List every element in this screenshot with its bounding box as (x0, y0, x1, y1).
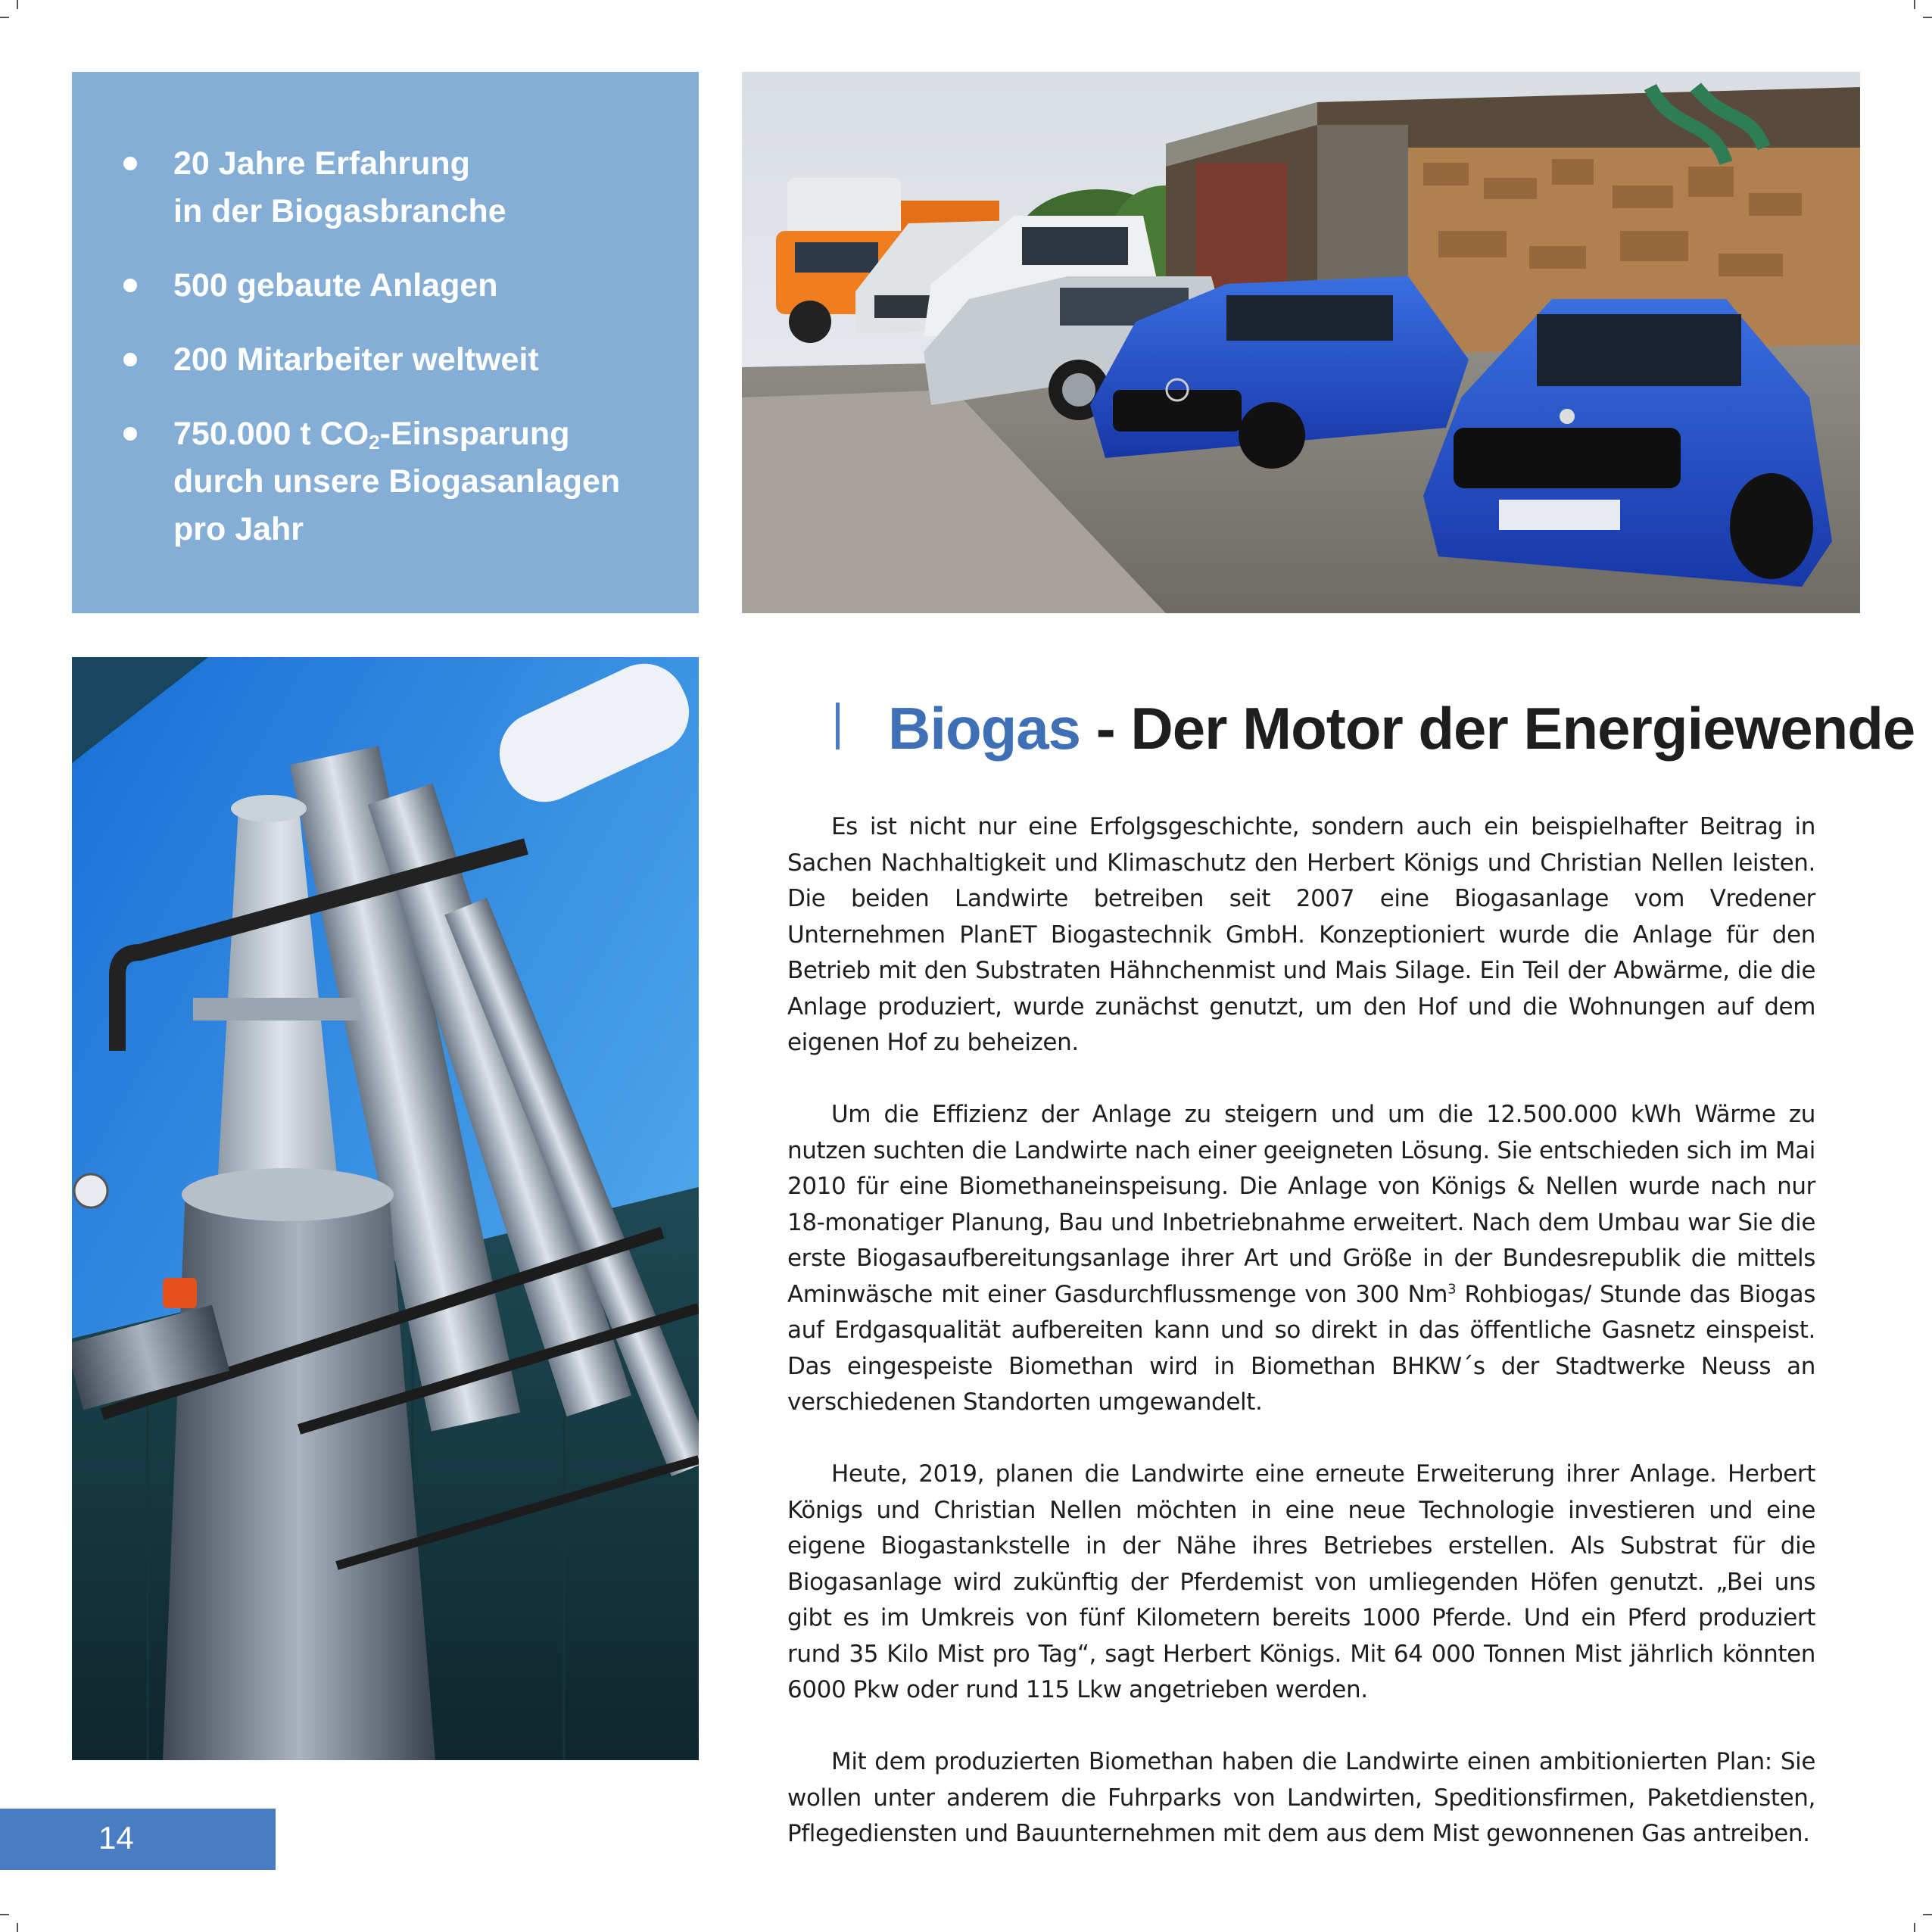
fact-text: 200 Mitarbeiter weltweit (173, 341, 539, 378)
article-body (787, 809, 1815, 1888)
photo-biogas-plant (72, 657, 699, 1760)
paragraph-text: Rohbiogas/ Stunde das Biogas auf Erdgasqualität aufbereiten kann und so direkt in das öffentliche Gasnetz einspeist. Das eingespeiste Biomethan wird in Biomethan BHKW´s der Stadtwerke Neuss an verschiedenen Standorten umgewandelt. (787, 1280, 1815, 1416)
crop-mark (1923, 1914, 1932, 1915)
heading-accent-bar (836, 703, 840, 749)
fact-subscript: 2 (369, 431, 380, 453)
fact-text (173, 410, 668, 458)
facts-box (72, 72, 699, 613)
crop-mark (17, 0, 18, 9)
article-paragraph: Heute, 2019, planen die Landwirte eine erneute Erweiterung ihrer Anlage. Herbert Königs und Christian Nellen möchten in eine neue Technologie investieren und eine eigene Biogastankstelle in der Nähe ihres Betriebes erstellen. Als Substrat für die Biogasanlage wird zukünftig der Pferdemist von umliegenden Höfen genutzt. „Bei uns gibt es im Umkreis von fünf Kilometern bereits 1000 Pferde. Und ein Pferd produziert rund 35 Kilo Mist pro Tag“, sagt Herbert Königs. Mit 64 000 Tonnen Mist jährlich könnten 6000 Pkw oder rund 115 Lkw angetrieben werden. (787, 1460, 1815, 1703)
fact-text: 20 Jahre Erfahrung (173, 145, 470, 182)
article-paragraph (787, 1097, 1815, 1421)
article-paragraph: Es ist nicht nur eine Erfolgsgeschichte, sondern auch ein beispielhafter Beitrag in Sachen Nachhaltigkeit und Klimaschutz den Herbert Königs und Christian Nellen leisten. Die beiden Landwirte betreiben seit 2007 eine Biogasanlage vom Vredener Unternehmen PlanET Biogastechnik GmbH. Konzeptioniert wurde die Anlage für den Betrieb mit den Substraten Hähnchenmist und Mais Silage. Ein Teil der Abwärme, die die Anlage produziert, wurde zunächst genutzt, um den Hof und die Wohnungen auf dem eigenen Hof zu beheizen. (787, 813, 1815, 1056)
fact-text-part: -Einsparung (379, 416, 570, 452)
heading-rest: - Der Motor der Energiewende (1080, 695, 1915, 762)
fact-item-co2 (173, 410, 668, 553)
paragraph-text: Um die Effizienz der Anlage zu steigern und um die 12.500.000 kWh Wärme zu nutzen suchten die Landwirte nach einer geeigneten Lösung. Sie entschieden sich im Mai 2010 für eine Biomethaneinspeisung. Die Anlage von Königs & Nellen wurde nach nur 18-monatiger Planung, Bau und Inbetriebnahme erweitert. Nach dem Umbau war Sie die erste Biogasaufbereitungsanlage ihrer Art und Größe in der Bundesrepublik die mittels Aminwäsche mit einer Gasdurchflussmenge von 300 Nm (787, 1101, 1815, 1308)
facts-list (173, 140, 668, 553)
fact-item-employees (173, 336, 668, 384)
photo-vehicles (742, 72, 1860, 613)
crop-mark (1923, 17, 1932, 18)
heading-accent-word: Biogas (888, 695, 1081, 762)
fact-text: 500 gebaute Anlagen (173, 267, 498, 304)
fact-item-plants (173, 262, 668, 310)
fact-text: durch unsere Biogasanlagen (173, 463, 621, 500)
article-paragraph: Mit dem produzierten Biomethan haben die Landwirte einen ambitionierten Plan: Sie wollen unter anderem die Fuhrparks von Landwirten, Speditionsfirmen, Paketdiensten, Pflegediensten und Bauunternehmen mit dem aus dem Mist gewonnenen Gas antreiben. (787, 1748, 1815, 1847)
page-number: 14 (98, 1820, 134, 1856)
fact-item-experience (173, 140, 668, 235)
crop-mark (0, 1914, 9, 1915)
fact-text-part: 750.000 t CO (173, 416, 369, 452)
fact-text: pro Jahr (173, 511, 304, 547)
crop-mark (0, 17, 9, 18)
crop-mark (1914, 0, 1915, 9)
crop-mark (17, 1923, 18, 1932)
fact-text: in der Biogasbranche (173, 193, 506, 229)
crop-mark (1914, 1923, 1915, 1932)
page-number-tab (0, 1809, 276, 1870)
article-heading (888, 690, 1915, 766)
superscript: 3 (1447, 1281, 1457, 1298)
